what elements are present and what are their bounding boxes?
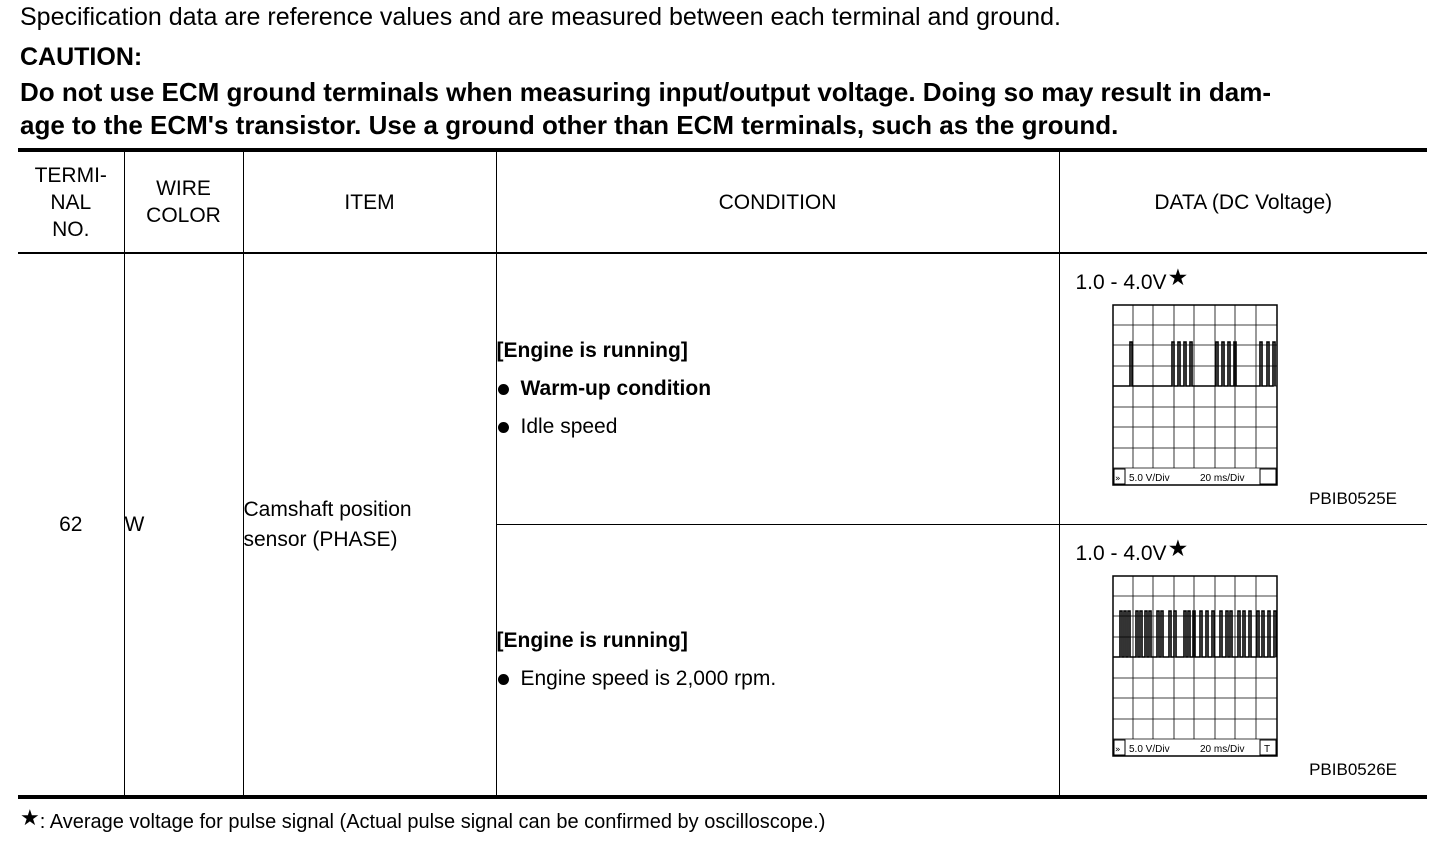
oscilloscope-waveform-idle bbox=[1112, 304, 1278, 486]
scope-time-scale: 20 ms/Div bbox=[1199, 744, 1244, 755]
bullet-icon bbox=[498, 422, 509, 433]
data-cell-2 bbox=[1059, 525, 1427, 798]
caution-title: CAUTION: bbox=[20, 43, 143, 71]
star-icon: ★ bbox=[1167, 535, 1189, 561]
header-condition: CONDITION bbox=[496, 150, 1059, 253]
oscilloscope-waveform-2000rpm bbox=[1112, 575, 1278, 757]
wire-color: W bbox=[124, 253, 243, 797]
condition-bullet: Warm-up condition bbox=[497, 370, 1059, 408]
caution-line-1: Do not use ECM ground terminals when measuring input/output voltage. Doing so may result in dam- bbox=[20, 77, 1271, 107]
condition-bullet: Idle speed bbox=[497, 408, 1059, 446]
condition-bullet: Engine speed is 2,000 rpm. bbox=[497, 660, 1059, 698]
caution-text bbox=[20, 76, 1430, 142]
header-item: ITEM bbox=[243, 150, 496, 253]
header-terminal-no: TERMI- NAL NO. bbox=[18, 150, 124, 253]
condition-cell-1 bbox=[496, 253, 1059, 525]
condition-heading: [Engine is running] bbox=[496, 629, 688, 652]
condition-cell-2 bbox=[496, 525, 1059, 798]
condition-heading: [Engine is running] bbox=[496, 339, 688, 362]
header-data: DATA (DC Voltage) bbox=[1059, 150, 1427, 253]
scope-volt-scale: 5.0 V/Div bbox=[1128, 473, 1170, 484]
voltage-value: 1.0 - 4.0V★ bbox=[1075, 264, 1189, 294]
voltage-value: 1.0 - 4.0V★ bbox=[1075, 535, 1189, 565]
header-wire-color: WIRE COLOR bbox=[124, 150, 243, 253]
star-icon: ★ bbox=[20, 805, 40, 830]
terminal-number: 62 bbox=[18, 253, 124, 797]
bullet-icon bbox=[498, 674, 509, 685]
intro-text: Specification data are reference values and are measured between each terminal and ground. bbox=[20, 3, 1061, 31]
scope-trigger: T bbox=[1263, 744, 1270, 755]
table-row bbox=[18, 253, 1427, 525]
figure-code: PBIB0526E bbox=[1309, 760, 1397, 779]
bullet-icon bbox=[498, 384, 509, 395]
scope-volt-scale: 5.0 V/Div bbox=[1128, 744, 1170, 755]
terminal-spec-table bbox=[18, 148, 1427, 799]
figure-code: PBIB0525E bbox=[1309, 489, 1397, 508]
footnote: ★: Average voltage for pulse signal (Actual pulse signal can be confirmed by oscilloscope.) bbox=[20, 805, 826, 833]
svg-text:»: » bbox=[1114, 745, 1121, 755]
data-cell-1 bbox=[1059, 253, 1427, 525]
caution-line-2: age to the ECM's transistor. Use a ground other than ECM terminals, such as the ground. bbox=[20, 110, 1119, 140]
item-description: Camshaft position sensor (PHASE) bbox=[243, 253, 496, 797]
svg-text:»: » bbox=[1114, 474, 1121, 484]
star-icon: ★ bbox=[1167, 264, 1189, 290]
table-header-row bbox=[18, 150, 1427, 253]
scope-time-scale: 20 ms/Div bbox=[1199, 473, 1244, 484]
